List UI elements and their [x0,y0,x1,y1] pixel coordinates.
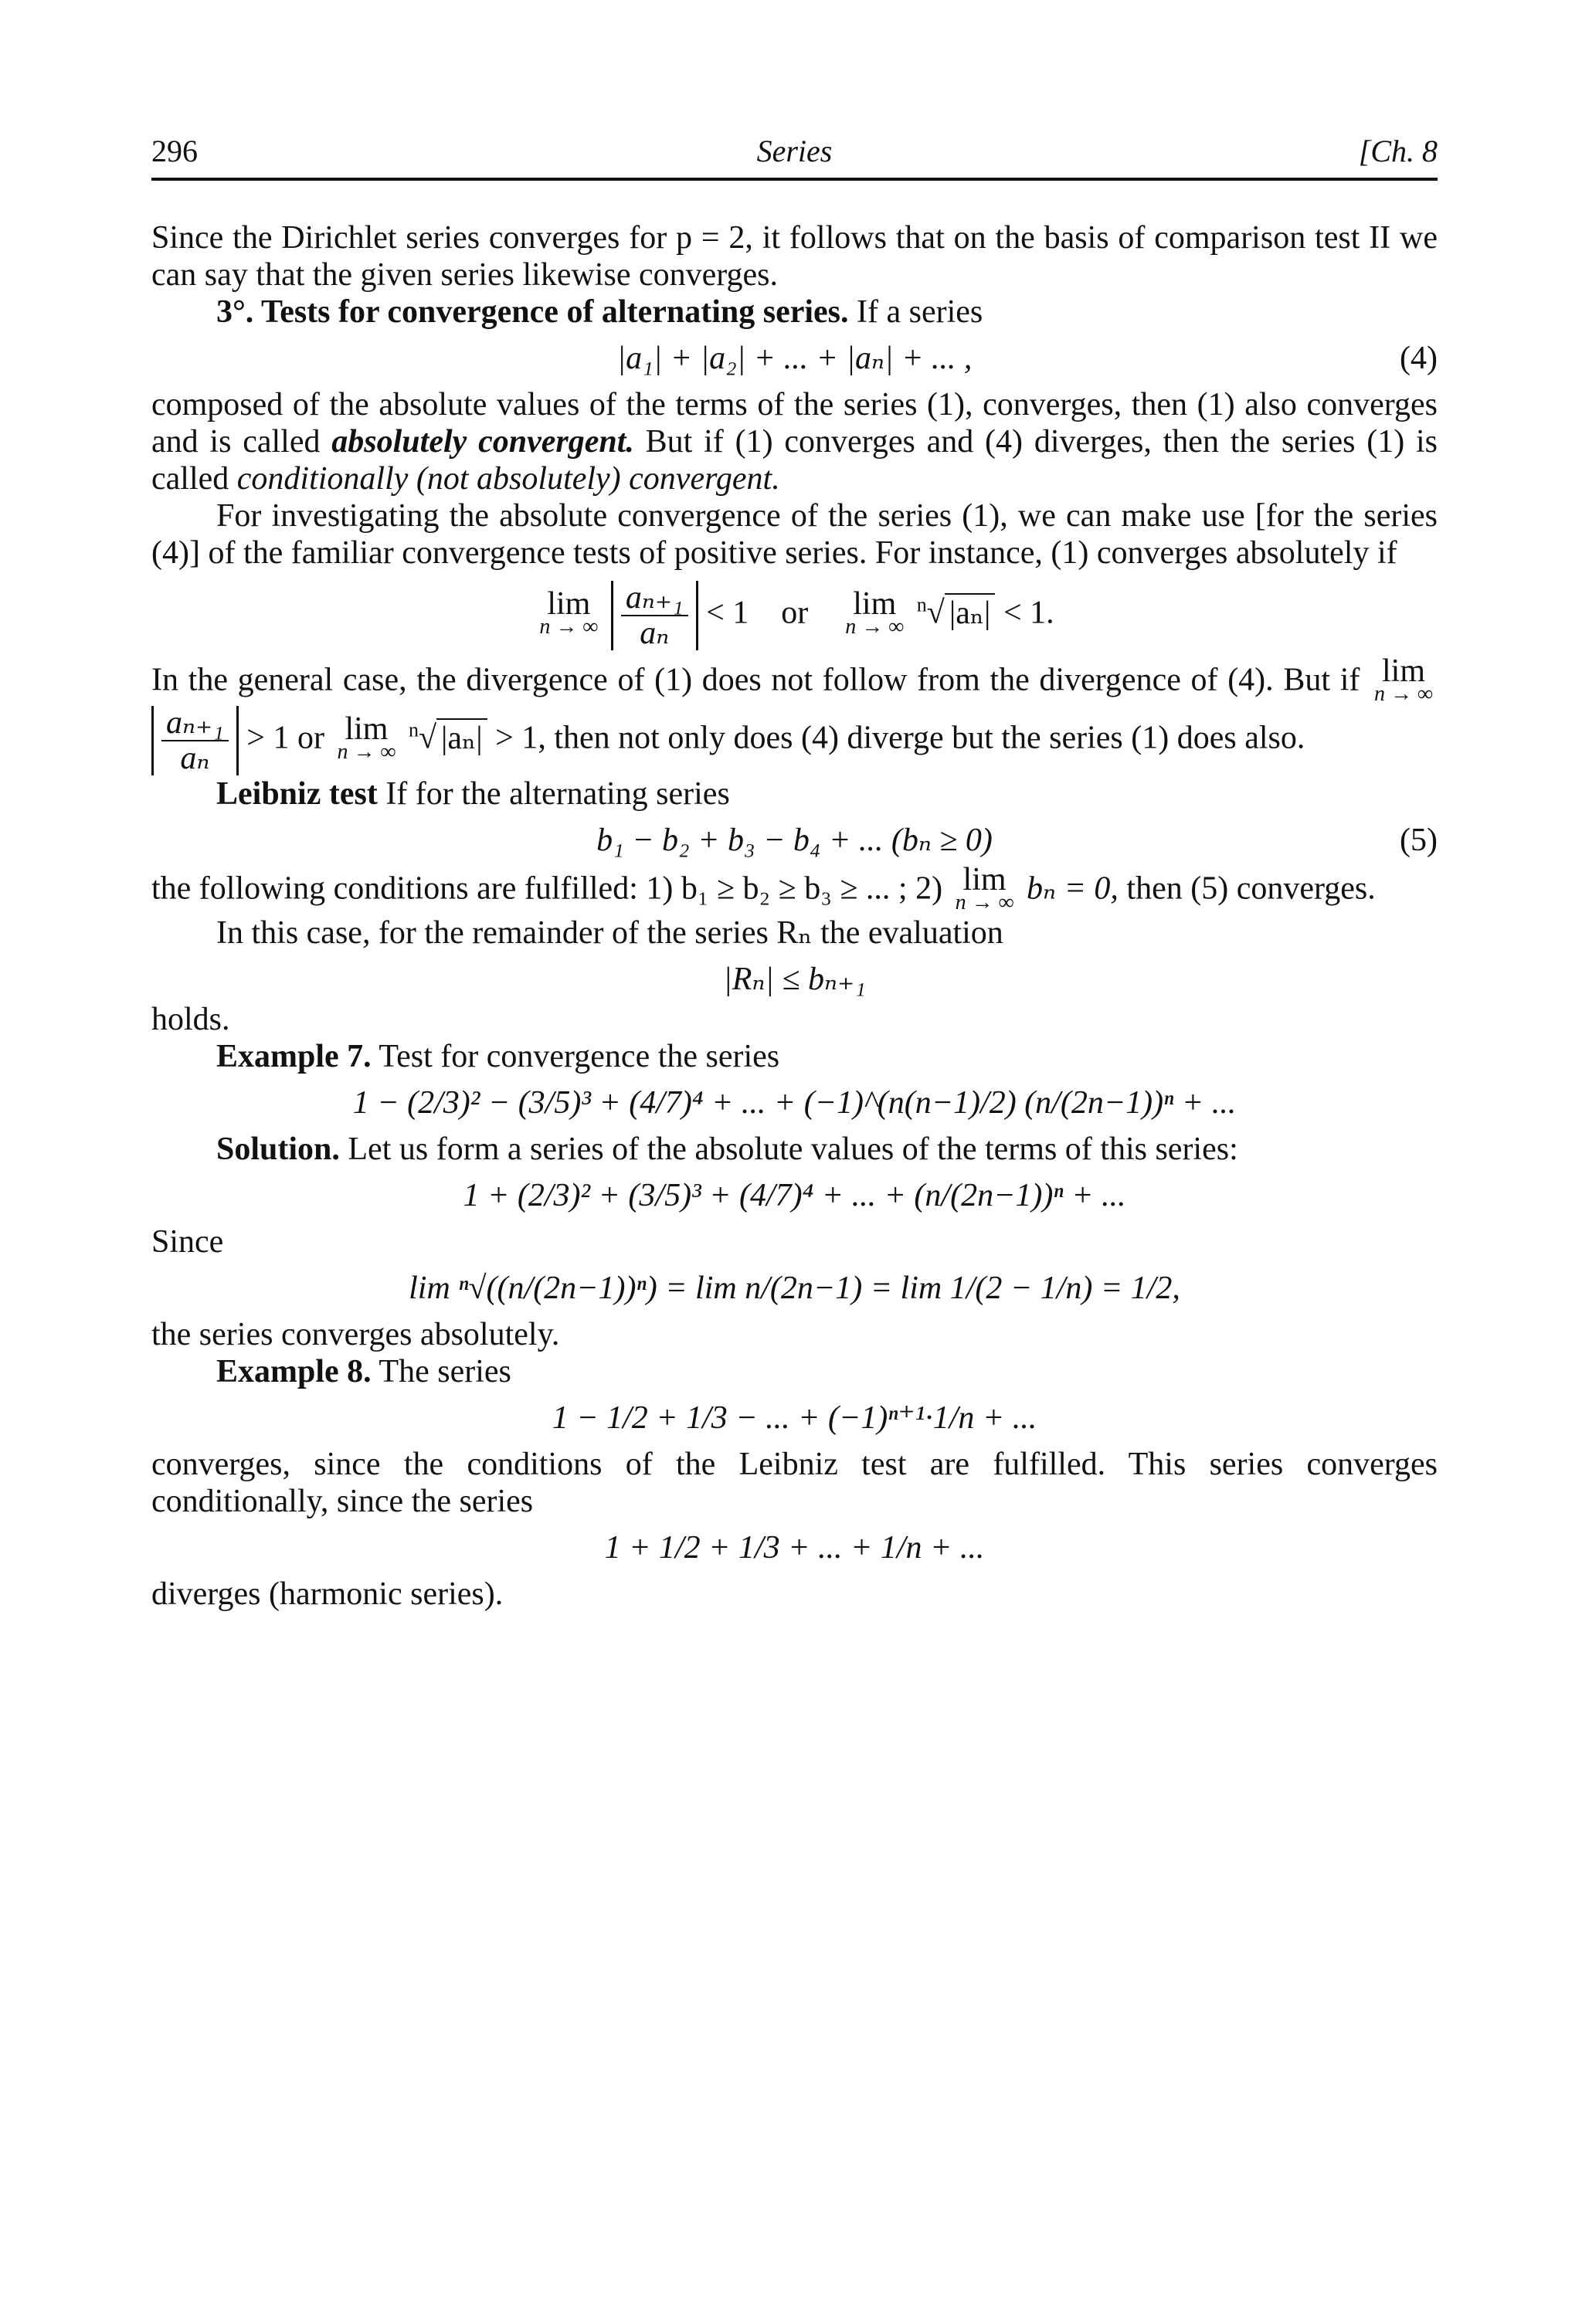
example-7-heading: Example 7. [216,1039,372,1074]
example-7-series [151,1084,1438,1121]
ratio-num-2: aₙ₊₁ [161,706,229,741]
lim-sub-4: n → ∞ [337,740,396,764]
example-8-intro [151,1353,1438,1390]
p5-part-b: then (5) converges. [1126,870,1376,907]
running-header [151,131,1438,181]
page-number: 296 [151,134,198,168]
ratio-root-condition: lim n → ∞ $\frac{\text{aₙ₊₁}}{\text{aₙ}}$ < 1 or lim n → ∞ $^n$√ |aₙ| < 1. [539,580,1054,651]
equation-5-body: b₁ − b₂ + b₃ − b₄ + ... (bₙ ≥ 0) [596,823,993,858]
equation-4 [151,340,1438,377]
section-3-text: If a series [857,294,983,330]
lim-operator-2 [845,586,905,639]
paragraph-general-case: In the general case, the divergence of (1) does not follow from the divergence of (4). But if lim n → ∞ $\frac{\text{aₙ₊₁}}{\text{aₙ}}$ > 1 or lim n → ∞ $^n$√ |aₙ| > 1, then not only does (4) diverge but the series (1) does also. [151,653,1434,776]
lim-sub: n → ∞ [539,615,599,639]
running-title: Series [756,134,833,168]
solution-heading: Solution. [216,1131,340,1167]
lim-text: lim [547,586,591,622]
ratio-relation: < 1 [706,595,749,631]
p4-part-a: In the general case, the divergence of (1) does not follow from the divergence of (4). But if [151,662,1360,698]
limit-equation-body: lim ⁿ√((n/(2n−1))ⁿ) = lim n/(2n−1) = lim 1/(2 − 1/n) = 1/2, [409,1271,1180,1306]
p5-part-a: the following conditions are fulfilled: 1) b₁ ≥ b₂ ≥ b₃ ≥ ... ; 2) [151,870,943,907]
lim-operator [539,586,599,639]
absolute-series [151,1177,1438,1214]
ratio-fraction [621,581,688,650]
lim-sub-3: n → ∞ [1374,682,1434,706]
paragraph-diverges: diverges (harmonic series). [151,1576,504,1612]
solution-intro [151,1131,1438,1168]
example-8-series [151,1399,1438,1437]
example-7-text: Test for convergence the series [379,1039,780,1074]
root-radicand: |aₙ| [945,593,996,632]
equation-5-label: (5) [1400,823,1438,858]
since-text: Since [151,1224,224,1260]
paragraph-converges-absolutely: the series converges absolutely. [151,1317,560,1352]
harmonic-series-body: 1 + 1/2 + 1/3 + ... + 1/n + ... [604,1530,985,1566]
term-absolutely-convergent: absolutely convergent. [331,424,634,460]
p4-relation: > 1 or [246,720,324,756]
or-word: or [781,595,809,631]
ratio-abs-2 [151,706,239,775]
body-text [151,219,1438,1613]
page [151,131,1438,1613]
section-heading: 3°. Tests for convergence of alternating series. [216,294,849,330]
example-8-series-body: 1 − 1/2 + 1/3 − ... + (−1)ⁿ⁺¹·1/n + ... [552,1400,1037,1436]
lim-text-3: lim [1382,653,1426,689]
remainder-estimate [151,961,1438,998]
chapter-label: [Ch. 8 [1358,134,1438,168]
ratio-abs [611,581,698,650]
lim-sub-2: n → ∞ [845,615,905,639]
lim-operator-3 [1374,653,1434,706]
root-relation: < 1. [1003,595,1054,631]
paragraph-remainder: In this case, for the remainder of the series Rₙ the evaluation [216,915,1003,951]
example-7-intro [151,1038,1438,1075]
ratio-den: aₙ [640,616,670,651]
term-conditionally-convergent: conditionally (not absolutely) convergent. [236,461,780,497]
holds-text: holds. [151,1002,230,1037]
leibniz-text: If for the alternating series [385,776,730,812]
p4-part-b: (4) diverge but the series (1) does also. [800,720,1305,756]
lim-text-2: lim [853,586,897,622]
limit-equation [151,1270,1438,1307]
paragraph-absolute-convergence [151,386,1438,497]
lim-operator-4 [337,711,396,764]
remainder-body: |Rₙ| ≤ bₙ₊₁ [723,962,866,997]
paragraph-investigating: For investigating the absolute convergence of the series (1), we can make use [for the series (4)] of the familiar convergence tests of positive series. For instance, (1) converges absolutely if [151,498,1438,571]
equation-5 [151,822,1438,859]
p2-part-a: composed of the absolute values of the terms of the series (1), converges, then (1) also converges and is called [151,387,1438,460]
p2-part-b: But if (1) converges and (4) diverges, then the series (1) is called [151,424,1438,497]
ratio-num: aₙ₊₁ [621,581,688,616]
equation-4-label: (4) [1400,341,1438,376]
example-7-series-body: 1 − (2/3)² − (3/5)³ + (4/7)⁴ + ... + (−1)^(n(n−1)/2) (n/(2n−1))ⁿ + ... [352,1085,1237,1121]
example-8-heading: Example 8. [216,1354,372,1389]
paragraph-conditional: converges, since the conditions of the Leibniz test are fulfilled. This series converges conditionally, since the series [151,1447,1438,1519]
solution-text: Let us form a series of the absolute values of the terms of this series: [348,1131,1238,1167]
equation-4-body: |a₁| + |a₂| + ... + |aₙ| + ... , [616,341,973,376]
p4-relation-2: > 1, then not only does [495,720,793,756]
p5-limit: bₙ = 0, [1027,870,1119,907]
ratio-den-2: aₙ [180,741,210,776]
lim-operator-5 [955,862,1014,914]
absolute-series-body: 1 + (2/3)² + (3/5)³ + (4/7)⁴ + ... + (n/(2n−1))ⁿ + ... [463,1178,1126,1213]
leibniz-intro [151,775,1438,813]
example-8-text: The series [379,1354,511,1389]
leibniz-heading: Leibniz test [216,776,378,812]
section-3-intro [151,293,1438,331]
root-index: n [916,593,927,616]
paragraph-dirichlet: Since the Dirichlet series converges for p = 2, it follows that on the basis of comparison test II we can say that the given series likewise converges. [151,220,1438,293]
lim-text-5: lim [962,862,1007,897]
root-index-2: n [408,718,419,741]
paragraph-leibniz-conditions [151,862,1438,914]
harmonic-series [151,1529,1438,1566]
root-radicand-2: |aₙ| [436,718,487,757]
lim-sub-5: n → ∞ [955,891,1014,914]
ratio-fraction-2 [161,706,229,775]
lim-text-4: lim [345,711,389,747]
